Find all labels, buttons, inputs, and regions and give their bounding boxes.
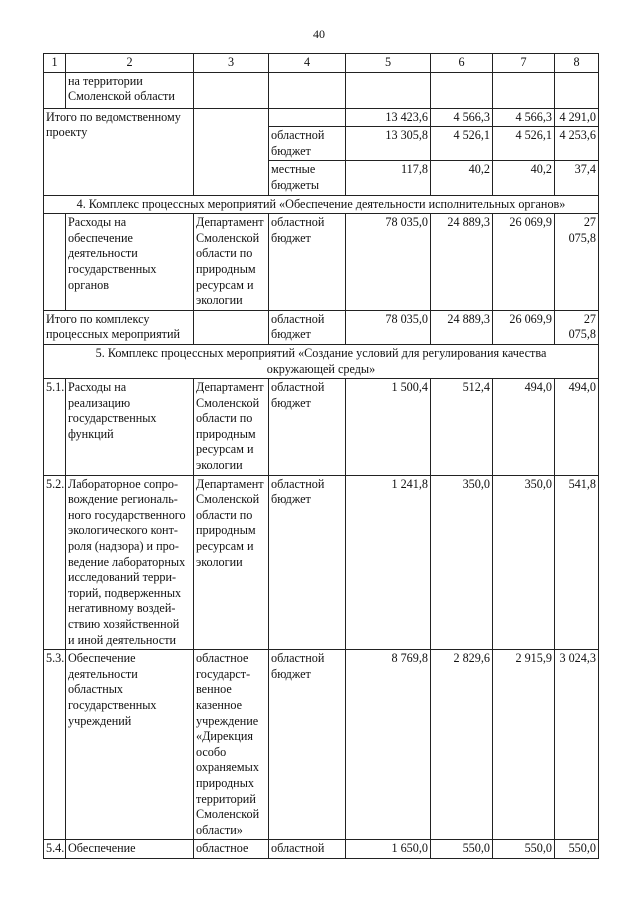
value-cell [555,72,599,108]
budget-table [43,53,599,859]
value-cell: 24 889,3 [431,310,493,344]
column-number: 8 [555,54,599,73]
source-cell [269,108,346,127]
item-name: на территории Смоленской области [66,72,194,108]
value-cell: 550,0 [493,840,555,859]
section-4-title: 4. Комплекс процессных мероприятий «Обеспечение деятельности исполнительных органов» [44,195,599,214]
item-name: Обеспечение [66,840,194,859]
value-cell: 37,4 [555,161,599,195]
value-cell [346,72,431,108]
value-cell: 4 526,1 [493,127,555,161]
value-cell: 512,4 [431,379,493,476]
executor-cell [194,108,269,195]
source-cell: областной бюджет [269,310,346,344]
table-row-continuation [44,72,599,108]
section-5-title: 5. Комплекс процессных мероприятий «Создание условий для регулирования качества окружающей среды» [44,344,599,378]
page-number: 40 [313,27,325,41]
executor-cell [194,310,269,344]
value-cell: 4 566,3 [493,108,555,127]
item-name: Расходы на обеспечение деятельности государственных органов [66,214,194,311]
table-row [44,840,599,859]
source-cell: областной бюджет [269,379,346,476]
item-name: Лабораторное сопро- вождение региональ- ного государственного экологического конт- роля (надзора) и про- ведение лабораторных исследований терри- торий, подверженных негативному воздей- ствию хозяйственной и иной деятельности [66,475,194,650]
value-cell: 78 035,0 [346,214,431,311]
value-cell: 1 650,0 [346,840,431,859]
source-cell: областной бюджет [269,475,346,650]
row-number: 5.1. [44,379,66,476]
column-number: 7 [493,54,555,73]
row-number: 5.2. [44,475,66,650]
value-cell: 40,2 [431,161,493,195]
executor-cell: Департамент Смоленской области по природным ресурсам и экологии [194,475,269,650]
value-cell: 13 305,8 [346,127,431,161]
value-cell: 1 500,4 [346,379,431,476]
source-cell: областной бюджет [269,127,346,161]
table-row-total [44,310,599,344]
value-cell: 4 253,6 [555,127,599,161]
value-cell: 27 075,8 [555,310,599,344]
column-number: 2 [66,54,194,73]
column-number: 3 [194,54,269,73]
row-number: 5.3. [44,650,66,840]
row-number-cell [44,72,66,108]
value-cell [493,72,555,108]
source-cell: местные бюджеты [269,161,346,195]
value-cell: 350,0 [431,475,493,650]
value-cell: 4 526,1 [431,127,493,161]
value-cell: 27 075,8 [555,214,599,311]
value-cell [431,72,493,108]
value-cell: 26 069,9 [493,214,555,311]
executor-cell [194,72,269,108]
value-cell: 4 566,3 [431,108,493,127]
row-number: 5.4. [44,840,66,859]
column-number: 1 [44,54,66,73]
value-cell: 78 035,0 [346,310,431,344]
executor-cell: Департамент Смоленской области по природным ресурсам и экологии [194,214,269,311]
column-number: 4 [269,54,346,73]
section-heading-row [44,195,599,214]
table-row [44,475,599,650]
total-label: Итого по комплексу процессных мероприятий [44,310,194,344]
item-name: Обеспечение деятельности областных государственных учреждений [66,650,194,840]
value-cell: 2 915,9 [493,650,555,840]
value-cell: 541,8 [555,475,599,650]
value-cell: 117,8 [346,161,431,195]
table-row [44,379,599,476]
value-cell: 3 024,3 [555,650,599,840]
column-number-row [44,54,599,73]
table-row-total-dept [44,108,599,127]
value-cell: 40,2 [493,161,555,195]
value-cell: 26 069,9 [493,310,555,344]
section-heading-row [44,344,599,378]
source-cell: областной бюджет [269,214,346,311]
value-cell: 8 769,8 [346,650,431,840]
source-cell: областной бюджет [269,650,346,840]
value-cell: 550,0 [431,840,493,859]
value-cell: 550,0 [555,840,599,859]
executor-cell: областное [194,840,269,859]
executor-cell: областное государст- венное казенное учреждение «Дирекция особо охраняемых природных территорий Смоленской области» [194,650,269,840]
item-name: Расходы на реализацию государственных функций [66,379,194,476]
value-cell: 4 291,0 [555,108,599,127]
value-cell: 13 423,6 [346,108,431,127]
table-row [44,650,599,840]
row-number-cell [44,214,66,311]
value-cell: 494,0 [555,379,599,476]
value-cell: 350,0 [493,475,555,650]
source-cell: областной [269,840,346,859]
value-cell: 24 889,3 [431,214,493,311]
table-row [44,214,599,311]
value-cell: 1 241,8 [346,475,431,650]
executor-cell: Департамент Смоленской области по природным ресурсам и экологии [194,379,269,476]
source-cell [269,72,346,108]
total-dept-label: Итого по ведомственному проекту [44,108,194,195]
value-cell: 494,0 [493,379,555,476]
value-cell: 2 829,6 [431,650,493,840]
column-number: 6 [431,54,493,73]
column-number: 5 [346,54,431,73]
